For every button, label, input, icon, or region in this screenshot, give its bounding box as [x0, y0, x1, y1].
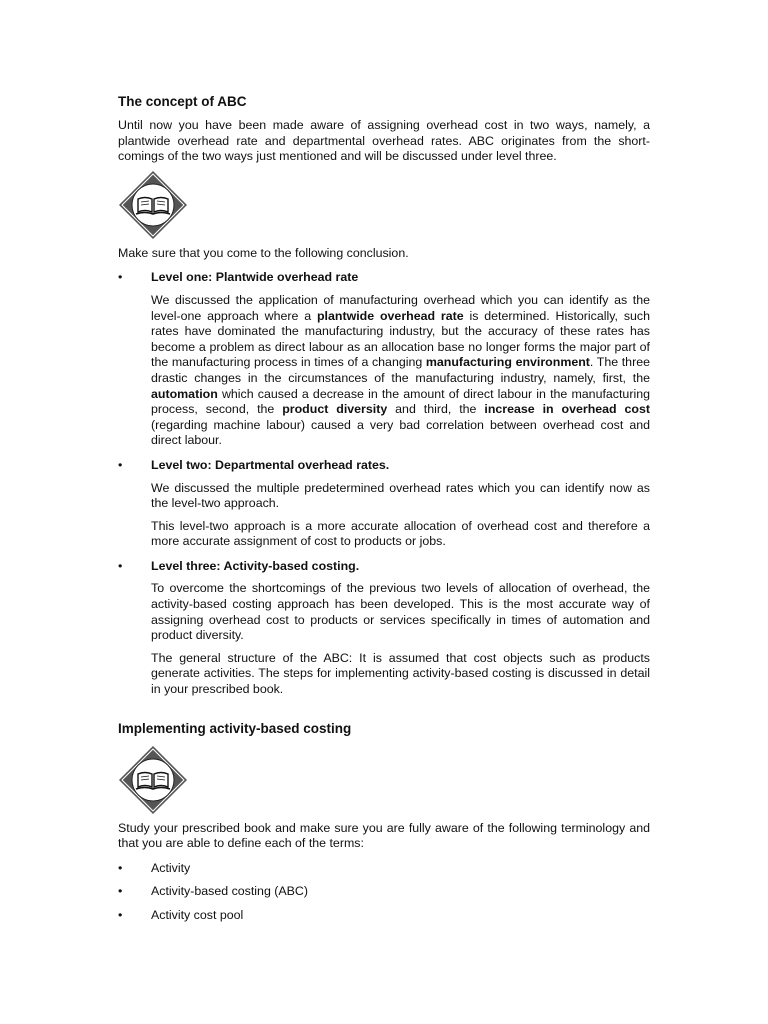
bullet-icon: •: [118, 558, 123, 573]
term-item: [118, 908, 650, 924]
section-heading-implementing-abc: Implementing activity-based costing: [118, 720, 352, 736]
text-run: which caused a decrease in the amount of direct labour in the manufacturing process, second, the: [151, 386, 650, 417]
text-run: is determined. Historically, such rates have dominated the manufacturing industry, but the accuracy of these rates has become a problem as direct labour as an allocation base no longer forms the major part of the manufacturing process in times of a changing: [151, 308, 650, 370]
bullet-icon: •: [118, 457, 123, 472]
bold-term: product diversity: [282, 402, 388, 417]
text-run: . The three drastic changes in the circumstances of the manufacturing industry, namely, first, the: [151, 355, 650, 385]
level-paragraph: [151, 481, 650, 512]
bullet-icon: •: [118, 908, 123, 922]
bullet-icon: •: [118, 270, 123, 285]
level-paragraph: [151, 581, 650, 643]
terminology-intro: Study your prescribed book and make sure you are fully aware of the following terminology and that you are able to define each of the terms:: [118, 820, 650, 851]
level-title: Level one: Plantwide overhead rate: [151, 270, 359, 285]
text-run: To overcome the shortcomings of the previous two levels of allocation of overhead, the activity-based costing approach has been developed. This is the most accurate way of assigning overhead cost to products or services specifically in times of automation and product diversity.: [151, 581, 650, 643]
level-paragraph: [151, 651, 650, 698]
levels-list: [118, 270, 650, 706]
section-heading-concept-of-abc: The concept of ABC: [118, 94, 247, 109]
level-item: [118, 458, 650, 474]
term-label: Activity cost pool: [151, 908, 244, 922]
level-title: Level two: Departmental overhead rates.: [151, 457, 390, 472]
level-paragraph: [151, 293, 650, 449]
book-icon: [118, 745, 188, 815]
text-run: (regarding machine labour) caused a very bad correlation between overhead cost and direct labour.: [151, 417, 650, 448]
conclusion-prompt: Make sure that you come to the following conclusion.: [118, 245, 409, 260]
level-item: [118, 559, 650, 575]
term-item: [118, 884, 650, 900]
bullet-icon: •: [118, 860, 123, 875]
book-icon: [118, 170, 188, 240]
text-run: We discussed the application of manufacturing overhead which you can identify as the level-one approach where a: [151, 292, 650, 323]
intro-paragraph: Until now you have been made aware of assigning overhead cost in two ways, namely, a plantwide overhead rate and departmental overhead rates. ABC originates from the short-comings of the two ways just mentioned and will be discussed under level three.: [118, 118, 650, 164]
terminology-list: [118, 861, 650, 924]
level-paragraph: [151, 519, 650, 550]
document-page: [118, 92, 650, 932]
bold-term: plantwide overhead rate: [316, 308, 464, 323]
bold-term: increase in overhead cost: [484, 402, 651, 417]
term-item: [118, 861, 650, 877]
bold-term: manufacturing environment: [425, 355, 590, 370]
bold-term: automation: [151, 386, 218, 401]
text-run: This level-two approach is a more accurate allocation of overhead cost and therefore a more accurate assignment of cost to products or jobs.: [151, 518, 650, 549]
bullet-icon: •: [118, 884, 123, 899]
level-item: [118, 270, 650, 286]
text-run: and third, the: [387, 402, 485, 417]
term-label: Activity: [151, 860, 191, 875]
level-title: Level three: Activity-based costing.: [151, 558, 360, 573]
term-label: Activity-based costing (ABC): [151, 884, 309, 899]
text-run: The general structure of the ABC: It is assumed that cost objects such as products generate activities. The steps for implementing activity-based costing is discussed in detail in your prescribed book.: [151, 650, 650, 697]
text-run: We discussed the multiple predetermined overhead rates which you can identify now as the level-two approach.: [151, 480, 650, 511]
